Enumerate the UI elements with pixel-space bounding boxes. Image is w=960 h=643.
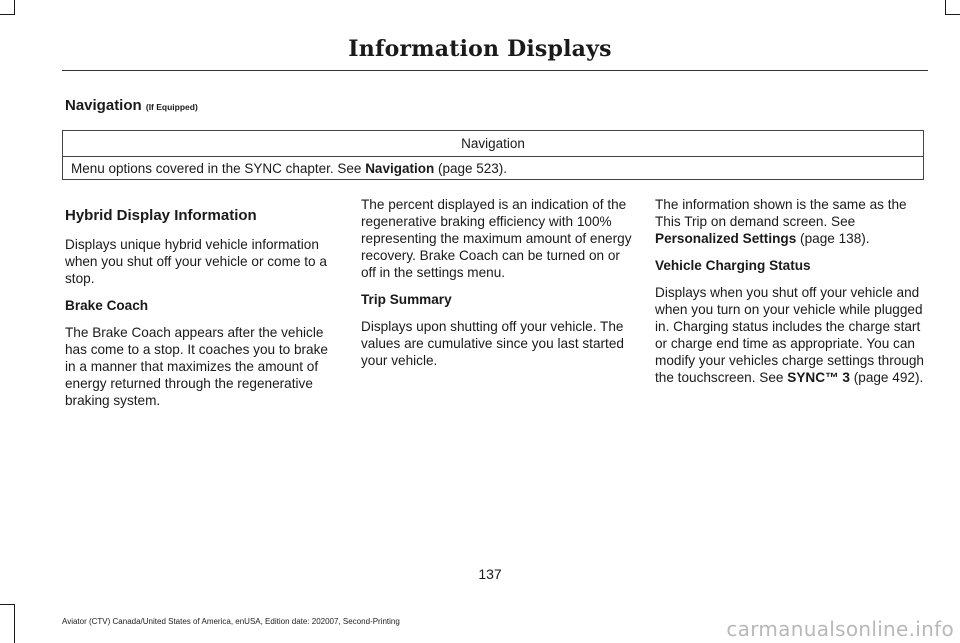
page-number: 137 bbox=[478, 566, 502, 582]
watermark: carmanualsonline.info bbox=[726, 617, 954, 641]
this-trip-page: (page 138). bbox=[796, 231, 870, 246]
personalized-settings-link[interactable]: Personalized Settings bbox=[655, 231, 797, 246]
header-divider bbox=[62, 70, 928, 71]
navigation-table-header: Navigation bbox=[63, 131, 923, 157]
navigation-reference-link[interactable]: Navigation bbox=[365, 161, 435, 176]
navigation-row-page: (page 523). bbox=[434, 161, 508, 176]
charging-status-text: Displays when you shut off your vehicle and when you turn on your vehicle while plugged in. Charging status includes the charge start or charge end time as appropriate. You can modify your vehicles charge settings through the touchscreen. See bbox=[655, 285, 924, 385]
footer-edition-text: Aviator (CTV) Canada/United States of America, enUSA, Edition date: 202007, Second-Printing bbox=[62, 617, 400, 626]
page-header-title: Information Displays bbox=[348, 36, 612, 62]
section-heading bbox=[65, 97, 198, 114]
section-qualifier: (If Equipped) bbox=[145, 102, 198, 112]
section-title: Navigation bbox=[65, 97, 142, 114]
column-2 bbox=[361, 196, 633, 379]
charging-status-paragraph bbox=[655, 284, 927, 386]
navigation-table bbox=[62, 130, 924, 180]
navigation-row-text: Menu options covered in the SYNC chapter. See bbox=[71, 161, 366, 176]
brake-coach-subheading: Brake Coach bbox=[65, 298, 149, 313]
column-3 bbox=[655, 196, 927, 396]
navigation-table-row bbox=[63, 157, 923, 180]
column-1 bbox=[65, 206, 339, 419]
crop-mark-top-left-h bbox=[0, 14, 14, 15]
hybrid-display-paragraph: Displays unique hybrid vehicle information when you shut off your vehicle or come to a stop. bbox=[65, 237, 327, 286]
crop-mark-top-right-v bbox=[945, 0, 946, 15]
trip-summary-subheading: Trip Summary bbox=[361, 292, 452, 307]
crop-mark-bottom-left-h bbox=[0, 604, 14, 605]
crop-mark-top-left-v bbox=[14, 0, 15, 15]
brake-coach-paragraph: The Brake Coach appears after the vehicle has come to a stop. It coaches you to brake in a manner that maximizes the amount of energy returned through the regenerative braking system. bbox=[65, 325, 328, 408]
hybrid-display-heading: Hybrid Display Information bbox=[65, 207, 257, 224]
crop-mark-top-right-h bbox=[946, 14, 960, 15]
this-trip-paragraph bbox=[655, 196, 927, 247]
charging-status-page: (page 492). bbox=[849, 370, 924, 385]
charging-status-subheading: Vehicle Charging Status bbox=[655, 258, 811, 273]
crop-mark-bottom-left-v bbox=[14, 604, 15, 643]
brake-efficiency-paragraph: The percent displayed is an indication of the regenerative braking efficiency with 100% representing the maximum amount of energy recovery. Brake Coach can be turned on or off in the settings menu. bbox=[361, 197, 632, 280]
trip-summary-paragraph: Displays upon shutting off your vehicle. The values are cumulative since you last started your vehicle. bbox=[361, 319, 624, 368]
this-trip-text: The information shown is the same as the This Trip on demand screen. See bbox=[655, 197, 907, 229]
sync-3-link[interactable]: SYNC™ 3 bbox=[787, 370, 850, 385]
